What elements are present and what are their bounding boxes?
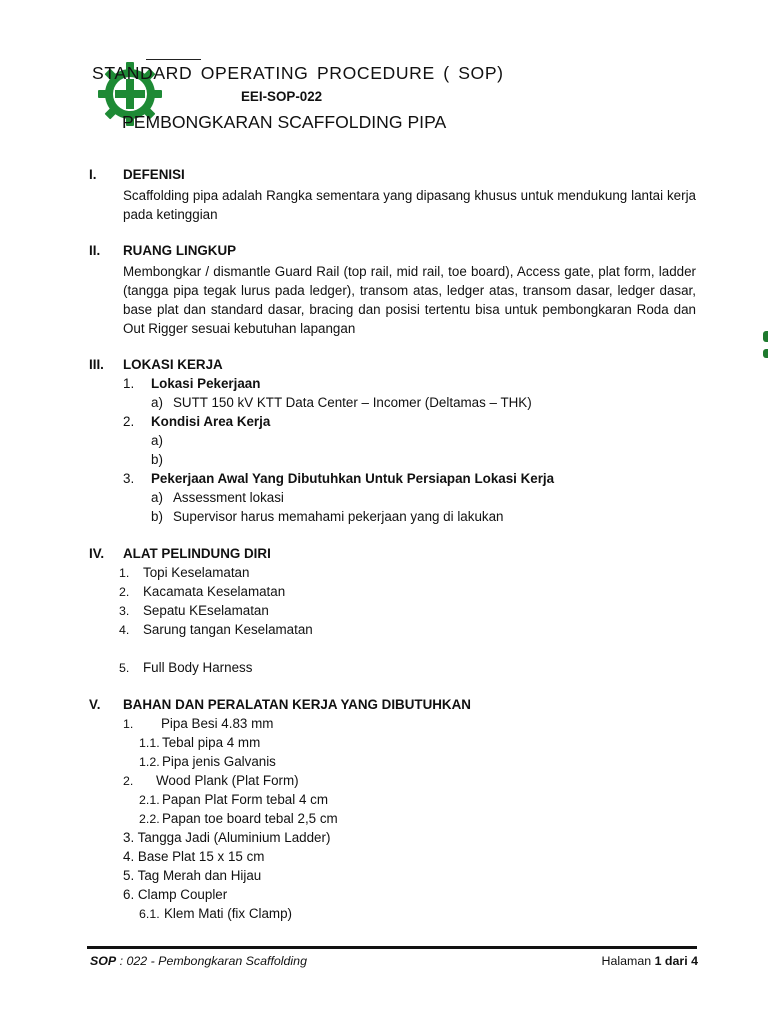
list-number: 2. <box>123 414 135 429</box>
page-indicator <box>602 954 698 968</box>
list-item: 4. Base Plat 15 x 15 cm <box>123 849 265 864</box>
list-item-label: Kondisi Area Kerja <box>151 414 271 429</box>
list-number: 2. <box>123 774 134 788</box>
list-number: 3. <box>123 471 135 486</box>
section-number: II. <box>89 243 101 258</box>
document-subtitle: PEMBONGKARAN SCAFFOLDING PIPA <box>122 112 447 132</box>
list-item: Papan Plat Form tebal 4 cm <box>162 792 328 807</box>
list-item: Kacamata Keselamatan <box>143 584 286 599</box>
list-item: Sepatu KEselamatan <box>143 603 269 618</box>
section-body: Scaffolding pipa adalah Rangka sementara yang dipasang khusus untuk mendukung lantai kerja pada ketinggian <box>123 188 696 222</box>
list-item: Papan toe board tebal 2,5 cm <box>162 811 338 826</box>
list-item: Supervisor harus memahami pekerjaan yang di lakukan <box>173 509 504 524</box>
page-label: Halaman <box>601 954 655 968</box>
section-number: V. <box>89 697 101 712</box>
list-number: 5. <box>119 661 130 675</box>
list-item: Pipa Besi 4.83 mm <box>161 716 274 731</box>
list-item: Topi Keselamatan <box>143 565 250 580</box>
list-number: 1. <box>123 717 134 731</box>
document-title: STANDARD OPERATING PROCEDURE ( SOP) <box>92 63 504 83</box>
footer-sop-prefix: SOP <box>90 954 117 968</box>
section-number: I. <box>89 167 97 182</box>
list-item-label: Pekerjaan Awal Yang Dibutuhkan Untuk Persiapan Lokasi Kerja <box>151 471 555 486</box>
page-total: 4 <box>691 954 698 968</box>
list-number: b) <box>151 509 163 524</box>
list-item: Assessment lokasi <box>173 490 284 505</box>
list-item: SUTT 150 kV KTT Data Center – Incomer (Deltamas – THK) <box>173 395 532 410</box>
list-number: 6.1. <box>139 907 160 921</box>
list-item: 5. Tag Merah dan Hijau <box>123 868 262 883</box>
header-rule <box>146 59 201 60</box>
list-number: 2.2. <box>139 812 160 826</box>
list-number: a) <box>151 490 163 505</box>
section-heading: RUANG LINGKUP <box>123 243 237 258</box>
footer-sop-title: : 022 - Pembongkaran Scaffolding <box>116 954 307 968</box>
list-number: 1.2. <box>139 755 160 769</box>
document-code: EEI-SOP-022 <box>241 89 323 104</box>
list-item-label: Lokasi Pekerjaan <box>151 376 261 391</box>
list-number: 4. <box>119 623 130 637</box>
edge-mark <box>763 331 768 342</box>
list-item: Klem Mati (fix Clamp) <box>164 906 292 921</box>
section-heading: ALAT PELINDUNG DIRI <box>123 546 271 561</box>
list-item: Full Body Harness <box>143 660 253 675</box>
edge-mark <box>763 349 768 358</box>
list-item: 6. Clamp Coupler <box>123 887 228 902</box>
list-item: 3. Tangga Jadi (Aluminium Ladder) <box>123 830 331 845</box>
section-number: III. <box>89 357 104 372</box>
section-heading: BAHAN DAN PERALATAN KERJA YANG DIBUTUHKAN <box>123 697 471 712</box>
list-number: 2. <box>119 585 130 599</box>
footer-rule <box>87 946 697 949</box>
section-heading: LOKASI KERJA <box>123 357 223 372</box>
list-number: 3. <box>119 604 130 618</box>
list-item: Wood Plank (Plat Form) <box>156 773 299 788</box>
list-number: 1. <box>123 376 135 391</box>
list-item: Tebal pipa 4 mm <box>162 735 261 750</box>
list-number: 1.1. <box>139 736 160 750</box>
page-of: dari <box>661 954 692 968</box>
section-heading: DEFENISI <box>123 167 185 182</box>
list-number: 1. <box>119 566 130 580</box>
list-number: a) <box>151 395 163 410</box>
footer-sop-label <box>90 954 307 968</box>
section-number: IV. <box>89 546 105 561</box>
section-body: Membongkar / dismantle Guard Rail (top rail, mid rail, toe board), Access gate, plat form, ladder (tangga pipa tegak lurus pada ledger), transom atas, ledger atas, transom dasar, ledger dasar, base plat dan standard dasar, bracing dan posisi tertentu bisa untuk pembongkaran Roda dan Out Rigger sesuai kebutuhan lapangan <box>123 264 696 336</box>
list-item: Sarung tangan Keselamatan <box>143 622 313 637</box>
list-item: Pipa jenis Galvanis <box>162 754 276 769</box>
page-number: 1 <box>654 954 662 968</box>
list-number: b) <box>151 452 163 467</box>
list-number: 2.1. <box>139 793 160 807</box>
list-number: a) <box>151 433 163 448</box>
